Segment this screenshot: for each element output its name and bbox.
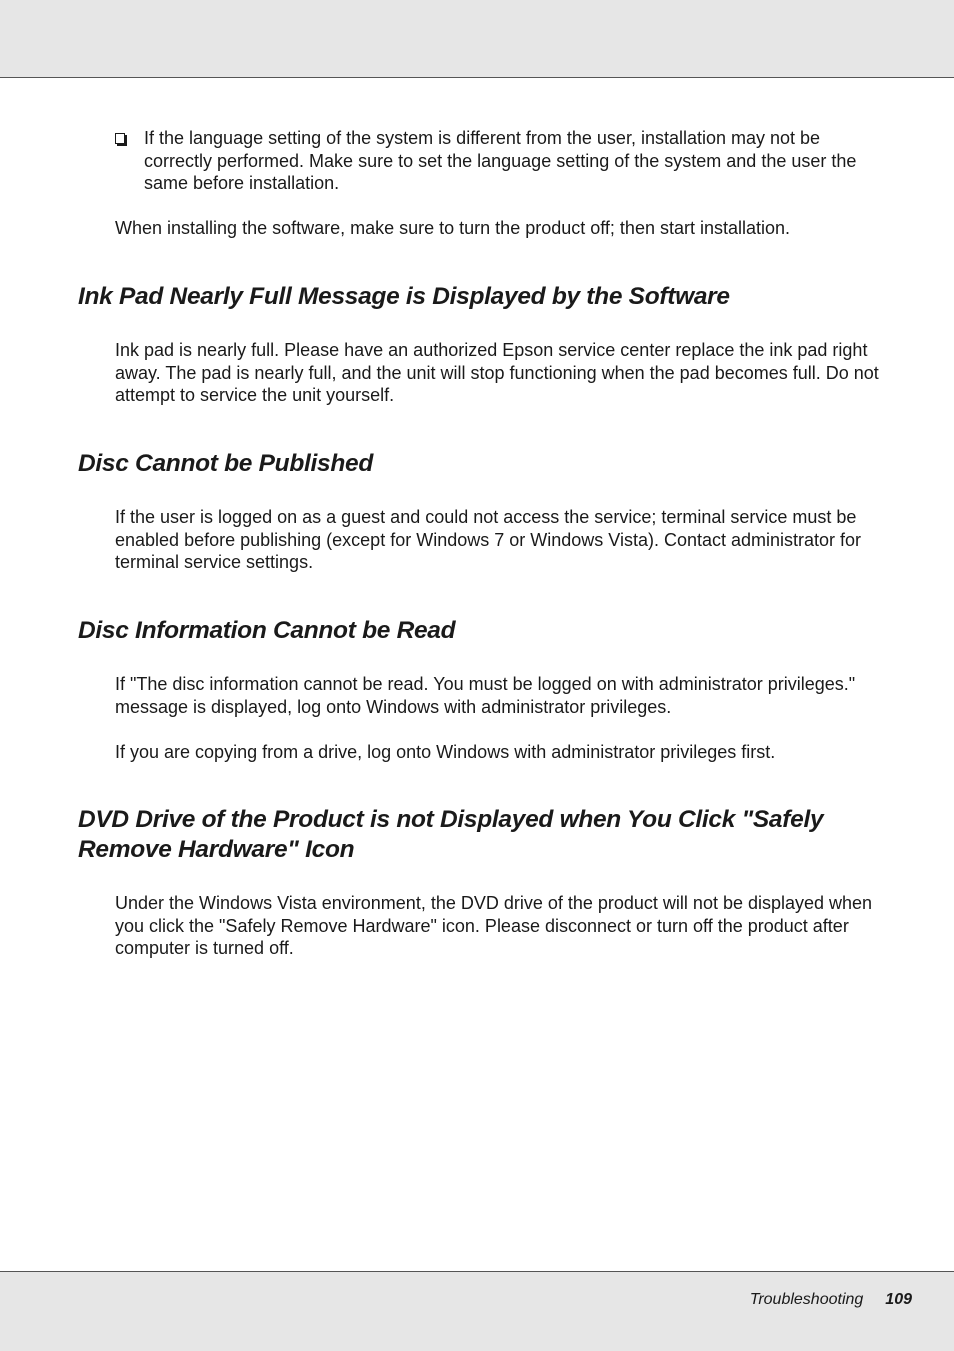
dvd-drive-paragraph: Under the Windows Vista environment, the DVD drive of the product will not be displayed when you click the "Safely Remove Hardware" icon. Please disconnect or turn off the product after computer is turned off. [115,893,873,959]
footer-section-name: Troubleshooting [749,1291,864,1308]
ink-pad-paragraph: Ink pad is nearly full. Please have an authorized Epson service center replace the ink pad right away. The pad is nearly full, and the unit will stop functioning when the pad becomes full. Do not attempt to service the unit yourself. [115,340,879,406]
bullet-note-text: If the language setting of the system is different from the user, installation may not be correctly performed. Make sure to set the language setting of the system and the user the same before installation. [144,128,857,194]
checkbox-bullet-icon [115,133,125,144]
heading-ink-pad: Ink Pad Nearly Full Message is Displayed by the Software [78,283,730,310]
heading-disc-information: Disc Information Cannot be Read [78,617,456,644]
heading-disc-cannot-be-published: Disc Cannot be Published [78,450,374,477]
disc-info-paragraph-1: If "The disc information cannot be read. You must be logged on with administrator privileges." message is displayed, log onto Windows with administrator privileges. [115,674,856,717]
page-footer [0,1271,954,1351]
disc-published-paragraph: If the user is logged on as a guest and could not access the service; terminal service must be enabled before publishing (except for Windows 7 or Windows Vista). Contact administrator for terminal service settings. [115,507,862,573]
page-number: 109 [885,1291,912,1308]
heading-dvd-drive: DVD Drive of the Product is not Displayed when You Click "Safely Remove Hardware" Icon [78,806,824,863]
install-note: When installing the software, make sure to turn the product off; then start installation. [115,218,791,238]
page-header-band [0,0,954,78]
disc-info-paragraph-2: If you are copying from a drive, log onto Windows with administrator privileges first. [115,742,776,762]
footer-label [750,1291,912,1309]
